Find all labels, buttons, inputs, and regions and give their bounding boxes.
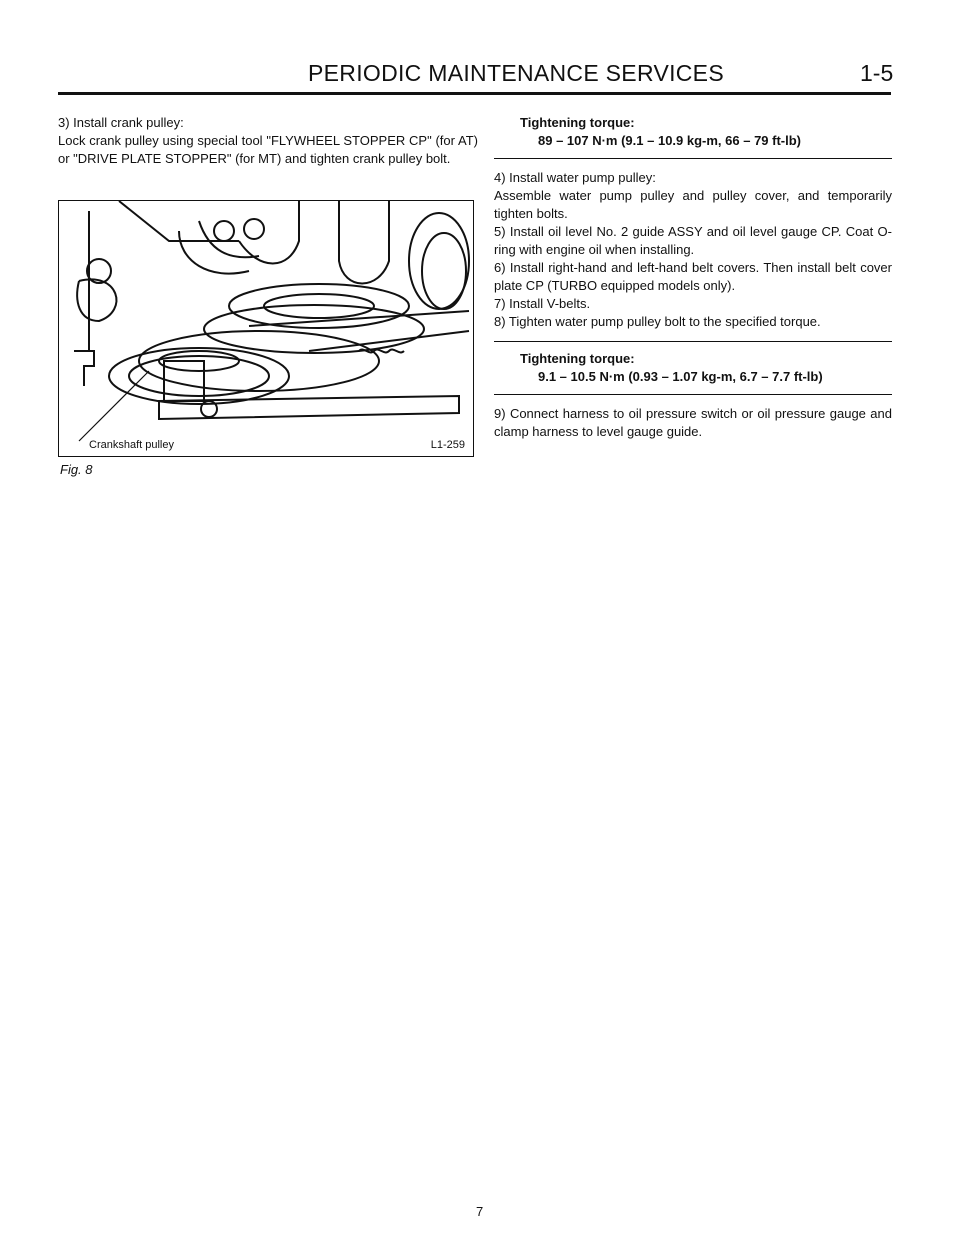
step-9: 9) Connect harness to oil pressure switch or oil pressure gauge and clamp harness to level gauge guide.	[494, 406, 892, 439]
torque-value: 9.1 – 10.5 N·m (0.93 – 1.07 kg-m, 6.7 – 7.7 ft-lb)	[538, 369, 823, 384]
step-4-title: 4) Install water pump pulley:	[494, 170, 656, 185]
torque-spec-box	[494, 114, 892, 159]
step-3-body: Lock crank pulley using special tool "FLYWHEEL STOPPER CP" (for AT) or "DRIVE PLATE STOPPER" (for MT) and tighten crank pulley bolt.	[58, 133, 478, 166]
step-4-body: Assemble water pump pulley and pulley cover, and temporarily tighten bolts.	[494, 188, 892, 221]
figure-caption: Fig. 8	[60, 462, 93, 477]
torque-label: Tightening torque:	[520, 115, 635, 130]
torque-label: Tightening torque:	[520, 351, 635, 366]
step-5: 5) Install oil level No. 2 guide ASSY and oil level gauge CP. Coat O-ring with engine oil when installing.	[494, 224, 892, 257]
torque-value: 89 – 107 N·m (9.1 – 10.9 kg-m, 66 – 79 ft-lb)	[538, 133, 802, 148]
torque-spec-box	[494, 341, 892, 395]
page-header-title: PERIODIC MAINTENANCE SERVICES	[308, 60, 724, 86]
right-column	[494, 114, 892, 441]
left-column	[58, 114, 478, 168]
step-3-title: 3) Install crank pulley:	[58, 115, 184, 130]
step-7: 7) Install V-belts.	[494, 296, 591, 311]
step-6: 6) Install right-hand and left-hand belt covers. Then install belt cover plate CP (TURBO equipped models only).	[494, 260, 892, 293]
page-section-number: 1-5	[860, 60, 894, 86]
crankshaft-pulley-figure	[58, 200, 474, 457]
figure-callout-label: Crankshaft pulley	[89, 439, 174, 451]
header-rule	[58, 92, 891, 95]
step-8: 8) Tighten water pump pulley bolt to the specified torque.	[494, 314, 821, 329]
figure-code: L1-259	[430, 439, 465, 451]
engine-illustration	[59, 201, 472, 455]
page-number: 7	[476, 1204, 484, 1219]
